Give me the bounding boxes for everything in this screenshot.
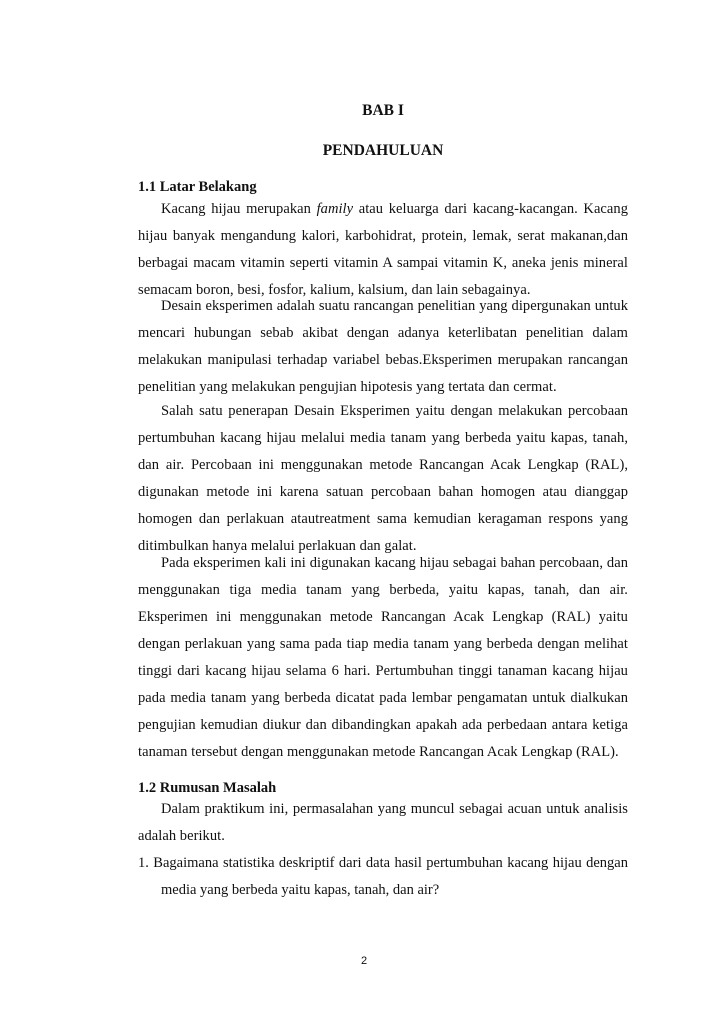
section-heading-rumusan-masalah: 1.2 Rumusan Masalah — [138, 780, 277, 796]
paragraph-2: Desain eksperimen adalah suatu rancangan penelitian yang dipergunakan untuk mencari hubungan sebab akibat dengan adanya keterlibatan penelitian dalam melakukan manipulasi terhadap variabel bebas.Eksperimen merupakan rancangan penelitian yang melakukan pengujian hipotesis yang tertata dan cermat. — [138, 298, 628, 395]
paragraph-5: Dalam praktikum ini, permasalahan yang muncul sebagai acuan untuk analisis adalah berikut. — [138, 801, 628, 844]
paragraph-1-text-after: atau keluarga dari kacang-kacangan. Kacang hijau banyak mengandung kalori, karbohidrat, protein, lemak, serat makanan,dan berbagai macam vitamin seperti vitamin A sampai vitamin K, aneka jenis mineral semacam boron, besi, fosfor, kalium, kalsium, dan lain sebagainya. — [138, 201, 628, 298]
list-item: 1. Bagaimana statistika deskriptif dari data hasil pertumbuhan kacang hijau dengan media yang berbeda yaitu kapas, tanah, dan air? — [138, 855, 628, 898]
paragraph-4: Pada eksperimen kali ini digunakan kacang hijau sebagai bahan percobaan, dan menggunakan tiga media tanam yang berbeda, yaitu kapas, tanah, dan air. Eksperimen ini menggunakan metode Rancangan Acak Lengkap (RAL) yaitu dengan perlakuan yang sama pada tiap media tanam yang berbeda dengan melihat tinggi dari kacang hijau selama 6 hari. Pertumbuhan tinggi tanaman kacang hijau pada media tanam yang berbeda dicatat pada lembar pengamatan untuk dialkukan pengujian kemudian diukur dan dibandingkan apakah ada perbedaan antara ketiga tanaman tersebut dengan menggunakan metode Rancangan Acak Lengkap (RAL). — [138, 555, 628, 760]
chapter-number: BAB I — [362, 102, 404, 119]
paragraph-3: Salah satu penerapan Desain Eksperimen yaitu dengan melakukan percobaan pertumbuhan kacang hijau melalui media tanam yang berbeda yaitu kapas, tanah, dan air. Percobaan ini menggunakan metode Rancangan Acak Lengkap (RAL), digunakan metode ini karena satuan percobaan bahan homogen atau dianggap homogen dan perlakuan atautreatment sama kemudian keragaman respons yang ditimbulkan hanya melalui perlakuan dan galat. — [138, 403, 628, 554]
page-number: 2 — [360, 955, 368, 967]
paragraph-1-text-before: Kacang hijau merupakan — [161, 201, 317, 217]
section-heading-latar-belakang: 1.1 Latar Belakang — [138, 179, 257, 195]
chapter-title: PENDAHULUAN — [322, 142, 444, 159]
paragraph-1 — [138, 196, 628, 304]
paragraph-1-italic-term: family — [316, 201, 354, 217]
